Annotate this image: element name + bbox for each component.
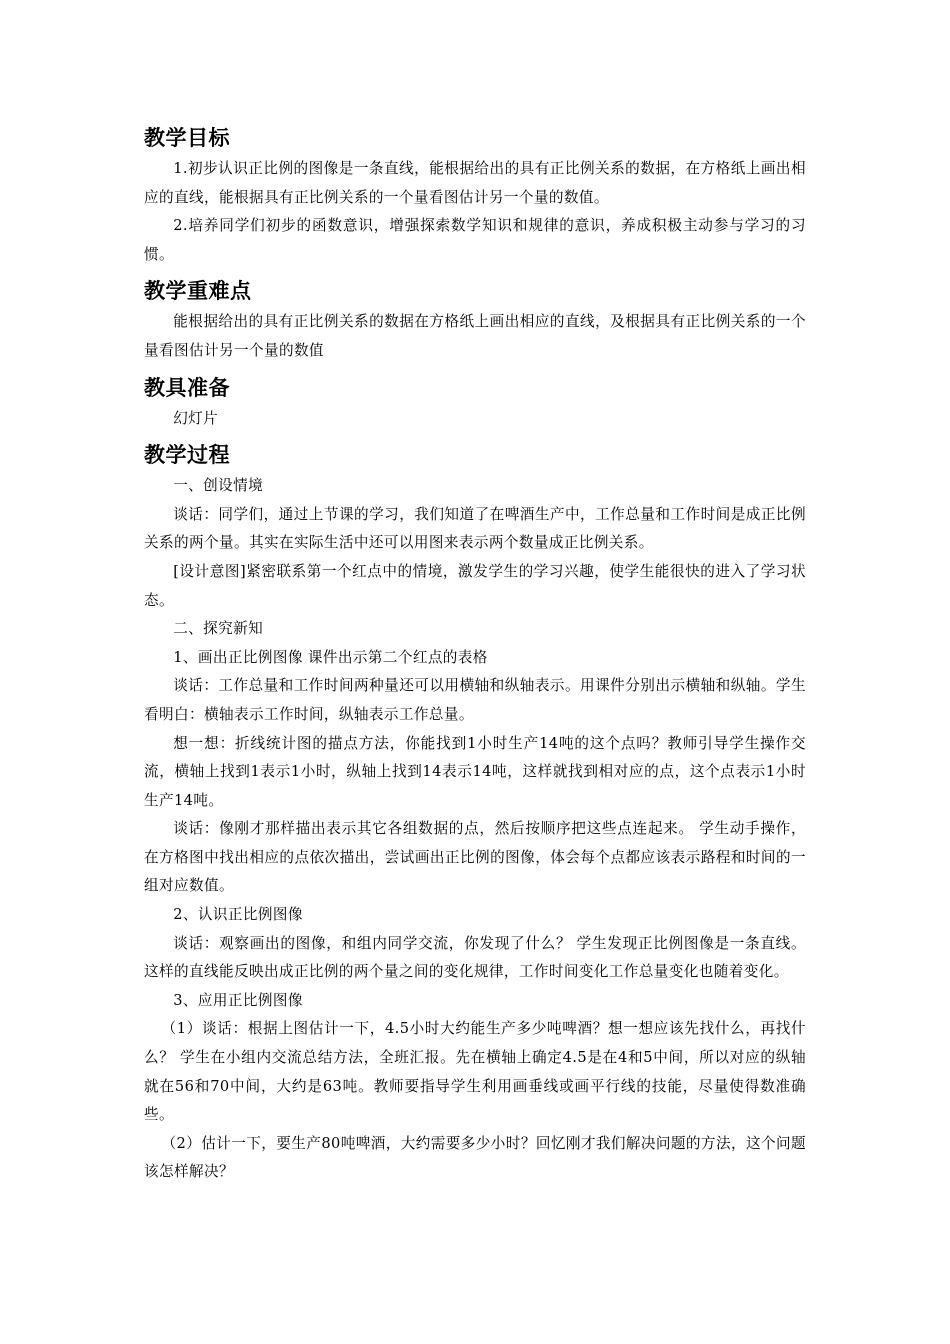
process-paragraph: 谈话：同学们，通过上节课的学习，我们知道了在啤酒生产中，工作总量和工作时间是成正比例关系的两个量。其实在实际生活中还可以用图来表示两个数量成正比例关系。 xyxy=(144,505,806,552)
process-paragraph: [设计意图]紧密联系第一个红点中的情境，激发学生的学习兴趣，使学生能很快的进入了学习状态。 xyxy=(144,562,806,609)
goal-paragraph: 2.培养同学们初步的函数意识，增强探索数学知识和规律的意识，养成积极主动参与学习的习惯。 xyxy=(144,217,806,263)
process-subheading: 一、创设情境 xyxy=(173,477,264,495)
process-paragraph: 想一想：折线统计图的描点方法，你能找到1小时生产14吨的这个点吗？教师引导学生操作交流，横轴上找到1表示1小时，纵轴上找到14表示14吨，这样就找到相对应的点，这个点表示1小时生产14吨。 xyxy=(144,734,806,809)
heading-teaching-goals: 教学目标 xyxy=(144,126,230,150)
heading-teaching-aids: 教具准备 xyxy=(144,375,230,400)
process-paragraph: 谈话：工作总量和工作时间两种量还可以用横轴和纵轴表示。用课件分别出示横轴和纵轴。学生看明白：横轴表示工作时间，纵轴表示工作总量。 xyxy=(144,677,806,723)
teaching-aids-paragraph: 幻灯片 xyxy=(173,409,219,427)
goal-paragraph: 1.初步认识正比例的图像是一条直线，能根据给出的具有正比例关系的数据，在方格纸上画出相应的直线，能根据具有正比例关系的一个量看图估计另一个量的数值。 xyxy=(144,160,806,206)
process-subheading: 二、探究新知 xyxy=(173,620,264,638)
process-paragraph: 谈话：观察画出的图像，和组内同学交流，你发现了什么？ 学生发现正比例图像是一条直线。这样的直线能反映出成正比例的两个量之间的变化规律，工作时间变化工作总量变化也随着变化。 xyxy=(144,934,806,981)
process-paragraph: （1）谈话：根据上图估计一下，4.5小时大约能生产多少吨啤酒？想一想应该先找什么，再找什么？ 学生在小组内交流总结方法，全班汇报。先在横轴上确定4.5是在4和5中间，所以对应的纵轴就在56和70中间，大约是63吨。教师要指导学生利用画垂线或画平行线的技能，尽量使得数准确些。 xyxy=(144,1020,806,1124)
process-subheading: 1、画出正比例图像 课件出示第二个红点的表格 xyxy=(173,648,488,666)
heading-teaching-process: 教学过程 xyxy=(144,443,230,468)
document-body xyxy=(144,120,806,1187)
process-subheading: 2、认识正比例图像 xyxy=(173,906,303,924)
key-points-paragraph: 能根据给出的具有正比例关系的数据在方格纸上画出相应的直线，及根据具有正比例关系的一个量看图估计另一个量的数值 xyxy=(144,313,806,359)
process-paragraph: （2）估计一下，要生产80吨啤酒，大约需要多少小时？回忆刚才我们解决问题的方法，这个问题该怎样解决？ xyxy=(144,1134,806,1181)
heading-key-points: 教学重难点 xyxy=(144,279,252,304)
process-subheading: 3、应用正比例图像 xyxy=(173,991,303,1009)
process-paragraph: 谈话：像刚才那样描出表示其它各组数据的点，然后按顺序把这些点连起来。 学生动手操作，在方格图中找出相应的点依次描出，尝试画出正比例的图像，体会每个点都应该表示路程和时间的一组对应数值。 xyxy=(144,820,806,895)
